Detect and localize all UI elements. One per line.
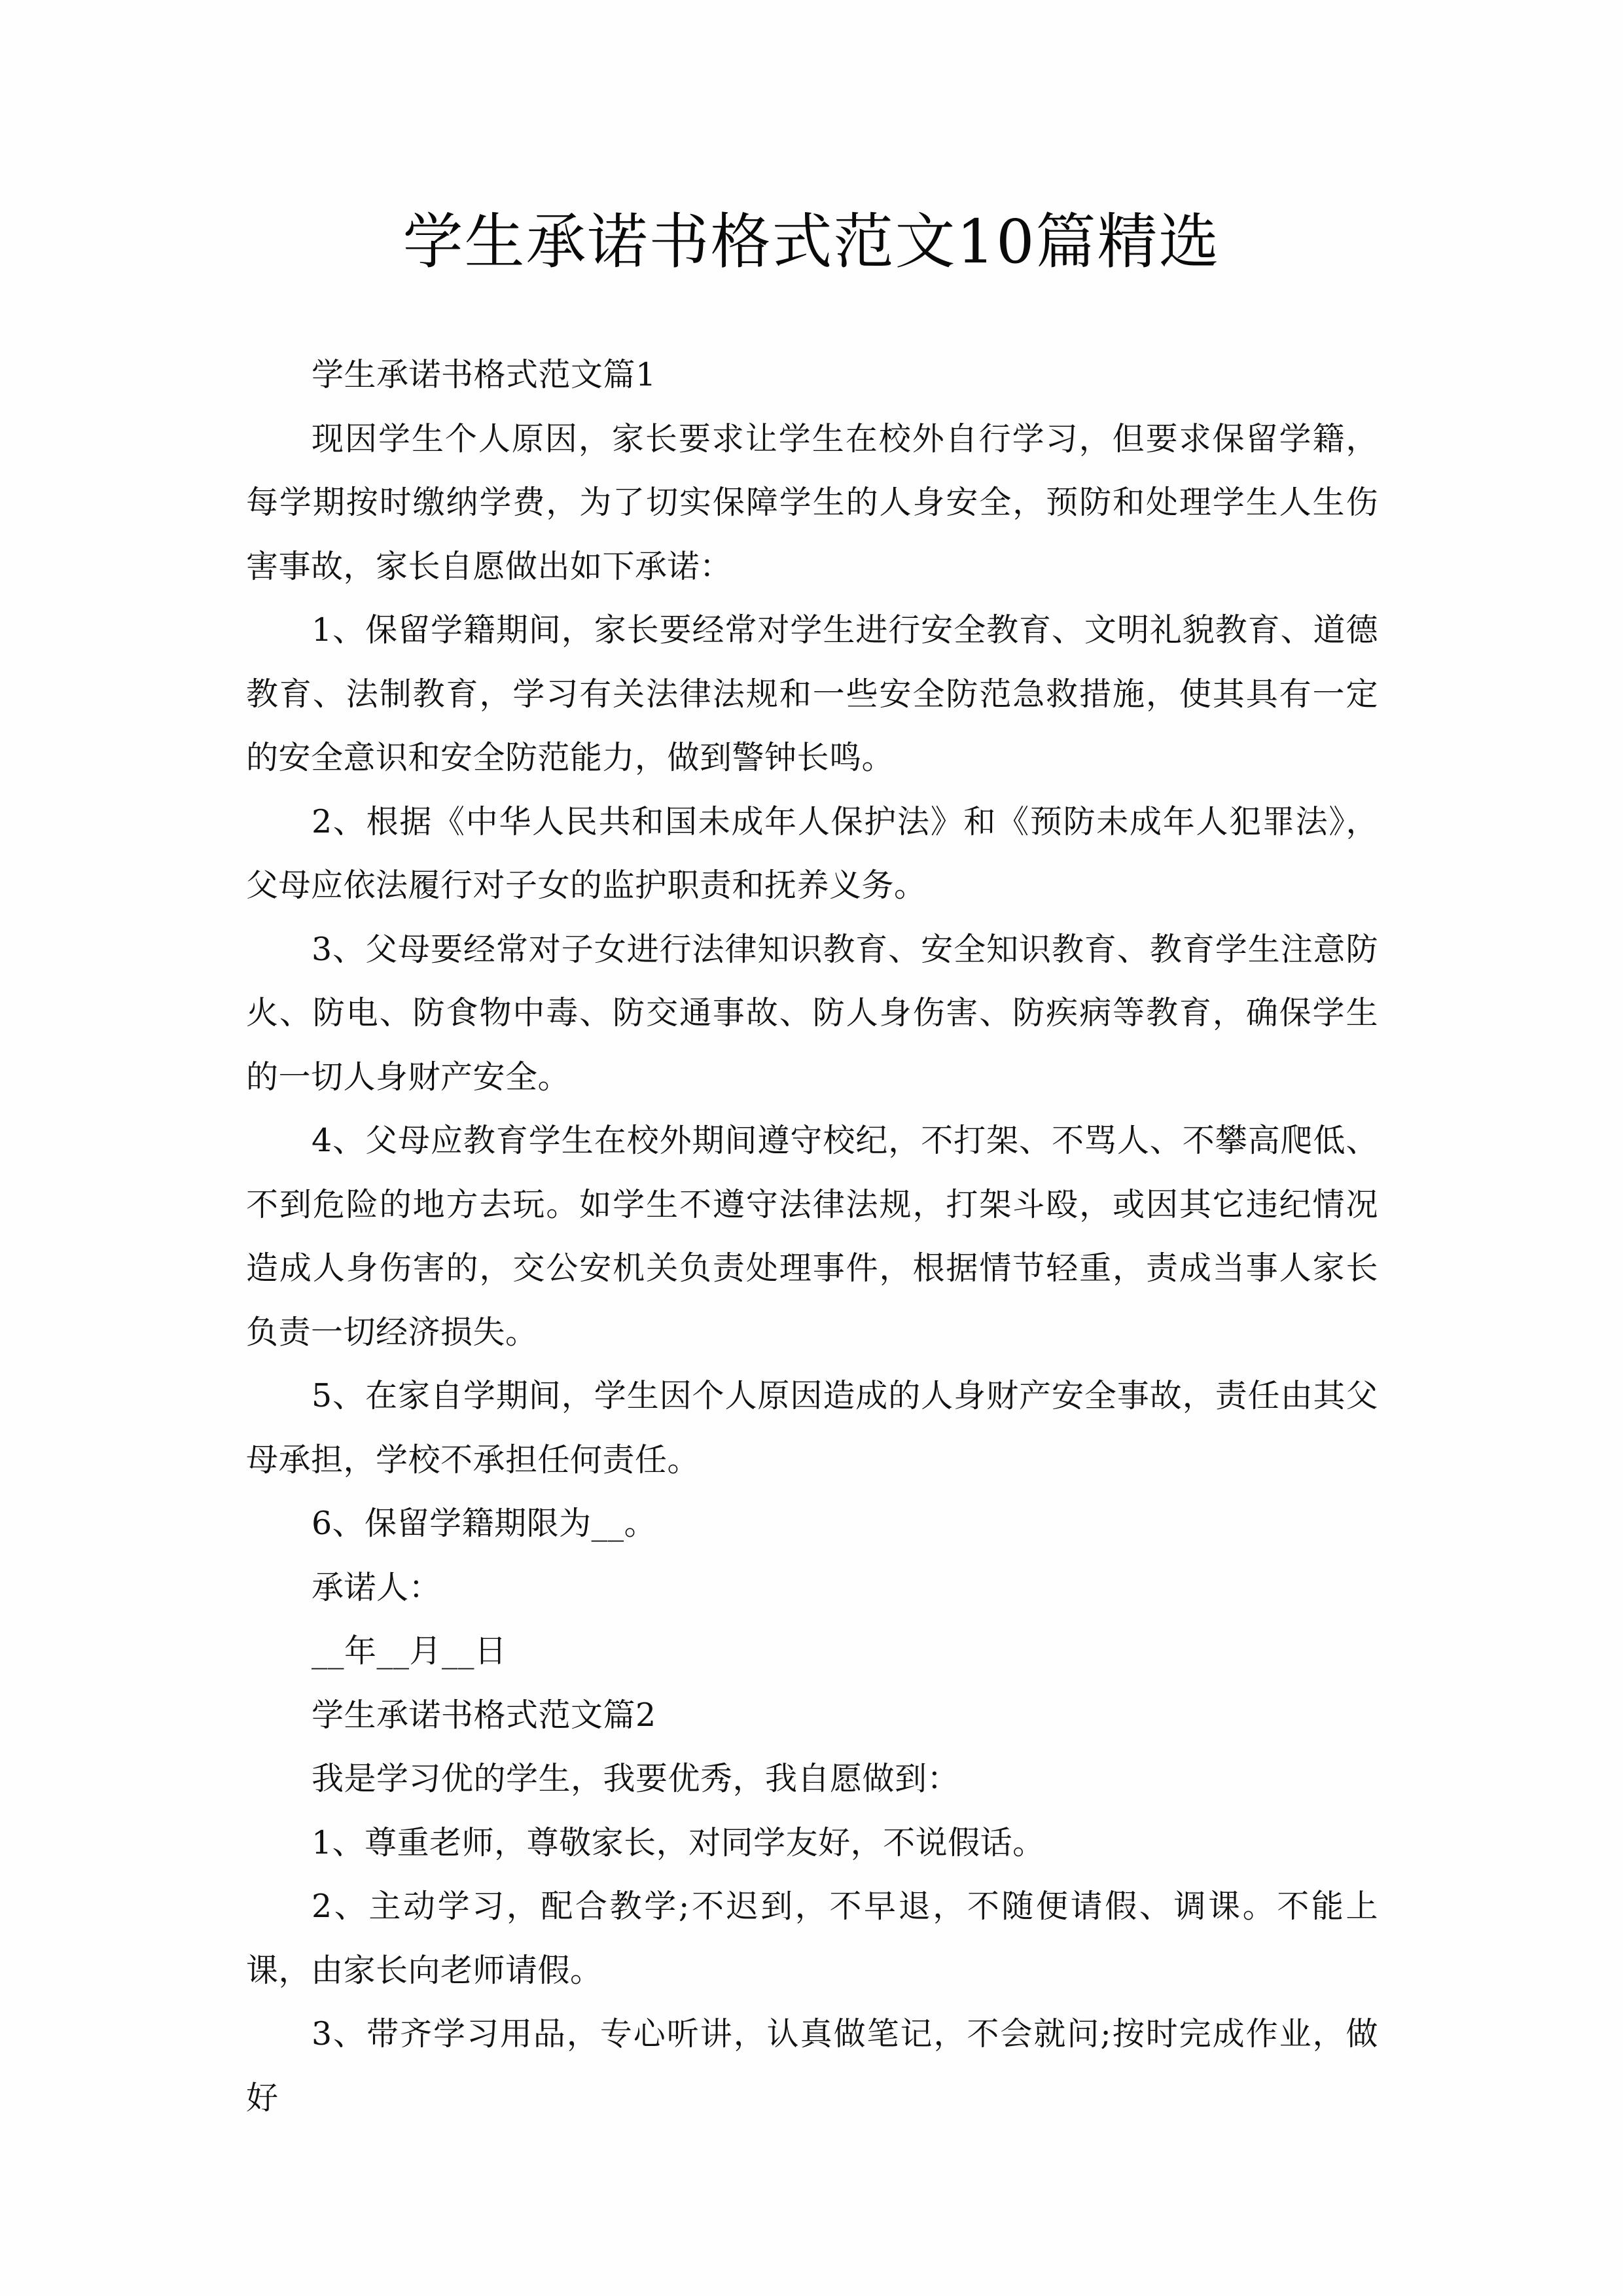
- paragraph: 6、保留学籍期限为__。: [312, 1505, 657, 1542]
- paragraph: 5、在家自学期间，学生因个人原因造成的人身财产安全事故，责任由其父母承担，学校不承担任何责任。: [246, 1377, 1378, 1479]
- section-heading: 学生承诺书格式范文篇2: [312, 1696, 656, 1734]
- signature-label: 承诺人：: [312, 1568, 442, 1606]
- paragraph: 2、根据《中华人民共和国未成年人保护法》和《预防未成年人犯罪法》，父母应依法履行对子女的监护职责和抚养义务。: [246, 802, 1378, 904]
- paragraph: 我是学习优的学生，我要优秀，我自愿做到：: [312, 1760, 960, 1797]
- paragraph: 3、父母要经常对子女进行法律知识教育、安全知识教育、教育学生注意防火、防电、防食物中毒、防交通事故、防人身伤害、防疾病等教育，确保学生的一切人身财产安全。: [246, 930, 1378, 1096]
- section-heading: 学生承诺书格式范文篇1: [312, 356, 656, 393]
- paragraph: 3、带齐学习用品，专心听讲，认真做笔记，不会就问;按时完成作业，做好: [246, 2015, 1378, 2117]
- document-body: [246, 343, 1378, 2130]
- paragraph: 1、保留学籍期间，家长要经常对学生进行安全教育、文明礼貌教育、道德教育、法制教育，学习有关法律法规和一些安全防范急救措施，使其具有一定的安全意识和安全防范能力，做到警钟长鸣。: [246, 611, 1378, 776]
- paragraph: 1、尊重老师，尊敬家长，对同学友好，不说假话。: [312, 1823, 1045, 1861]
- paragraph: 4、父母应教育学生在校外期间遵守校纪，不打架、不骂人、不攀高爬低、不到危险的地方去玩。如学生不遵守法律法规，打架斗殴，或因其它违纪情况造成人身伤害的，交公安机关负责处理事件，根据情节轻重，责成当事人家长负责一切经济损失。: [246, 1122, 1378, 1351]
- paragraph: 现因学生个人原因，家长要求让学生在校外自行学习，但要求保留学籍，每学期按时缴纳学费，为了切实保障学生的人身安全，预防和处理学生人生伤害事故，家长自愿做出如下承诺：: [246, 420, 1378, 585]
- date-line: __年__月__日: [312, 1632, 507, 1670]
- document-title: 学生承诺书格式范文10篇精选: [402, 207, 1221, 277]
- paragraph: 2、主动学习，配合教学;不迟到，不早退，不随便请假、调课。不能上课，由家长向老师请假。: [246, 1888, 1378, 1989]
